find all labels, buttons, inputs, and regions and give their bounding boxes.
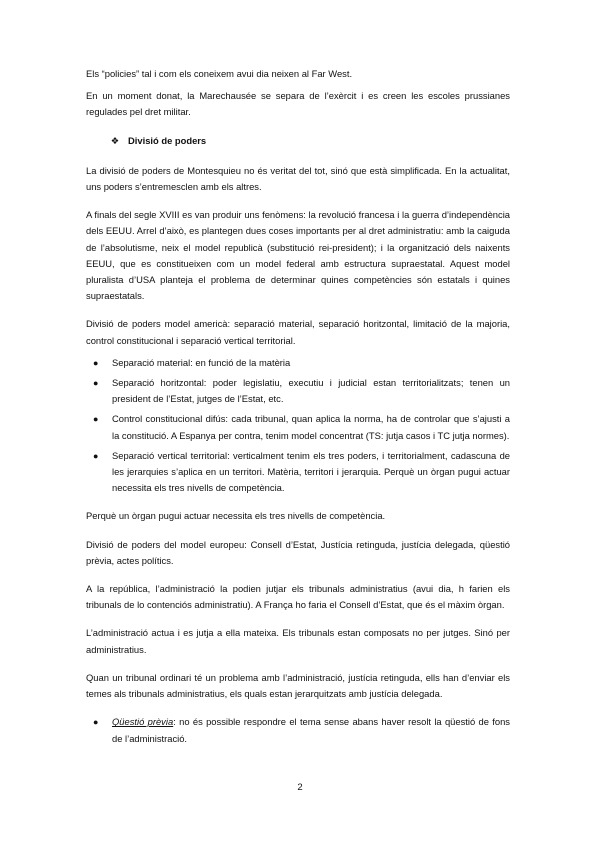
paragraph-ordinary-tribunal: Quan un tribunal ordinari té un problema amb l’administració, justícia retinguda, ells han d’enviar els temes als tribunals administratius, els quals estan jerarquitzats amb justícia delegada.	[86, 671, 510, 700]
paragraph-american-model: Divisió de poders model americà: separació material, separació horitzontal, limitació de la majoria, control constitucional i separació vertical territorial.	[86, 318, 510, 346]
european-model-list	[86, 714, 510, 746]
document-page	[86, 66, 510, 759]
diamond-bullet-icon: ❖	[110, 134, 120, 146]
list-item	[86, 411, 510, 443]
list-item-text: Control constitucional difús: cada tribunal, quan aplica la norma, ha de controlar que s’ajusti a la constitució. A Espanya per contra, tenim model concentrat (TS: jutja casos i TC jutja normes).	[112, 413, 510, 441]
page-number: 2	[297, 782, 303, 793]
paragraph-marechausee: En un moment donat, la Marechausée se separa de l’exèrcit i es creen les escoles prussianes regulades pel dret militar.	[86, 90, 510, 118]
list-item-text: Separació horitzontal: poder legislatiu, executiu i judicial estan territorialitzats; tenen un president de l’Estat, jutges de l’Estat, etc.	[112, 377, 510, 405]
list-item	[86, 714, 510, 746]
list-item	[86, 355, 510, 371]
list-item-text: Separació vertical territorial: verticalment tenim els tres poders, i territorialment, cadascuna de les jerarquies s’aplica en un territori. Matèria, territori i jerarquia. Perquè un òrgan pugui actuar necessita els tres nivells de competència.	[112, 449, 510, 494]
list-item-text: Separació material: en funció de la matèria	[112, 356, 291, 368]
paragraph-xviii-century: A finals del segle XVIII es van produir uns fenòmens: la revolució francesa i la guerra d’independència dels EEUU. Arrel d’això, es plantegen dues coses importants per al dret administratiu: amb la caiguda de l’absolutisme, neix el model republicà (substitució rei-president); i la organització dels naixents EEUU, que es constitueixen com un model federal amb estructura supraestatal. Aquest model pluralista d’USA planteja el problema de determinar quines competències són estatals i quines supraestatals.	[86, 209, 510, 302]
bullet-icon: ●	[93, 717, 99, 728]
list-item-term: Qüestió prèvia	[112, 716, 174, 728]
bullet-icon: ●	[93, 450, 99, 461]
bullet-icon: ●	[93, 414, 99, 425]
section-heading	[108, 133, 510, 149]
paragraph-self-judging: L’administració actua i es jutja a ella mateixa. Els tribunals estan composats no per jutges. Sinó per administratius.	[86, 627, 510, 655]
paragraph-policies: Els “policies” tal i com els coneixem avui dia neixen al Far West.	[86, 68, 353, 79]
paragraph-montesquieu: La divisió de poders de Montesquieu no és veritat del tot, sinó que està simplificada. En la actualitat, uns poders s’entremesclen amb els altres.	[86, 164, 510, 193]
section-heading-text: Divisió de poders	[128, 134, 207, 146]
bullet-icon: ●	[93, 357, 99, 368]
list-item	[86, 375, 510, 407]
paragraph-republic: A la república, l’administració la podien jutjar els tribunals administratius (avui dia, h farien els tribunals de lo contenciós administratiu). A França ho faria el Consell d’Estat, que és el màxim òrgan.	[86, 583, 510, 611]
list-item-text: : no és possible respondre el tema sense abans haver resolt la qüestió de fons de l’administració.	[112, 716, 510, 744]
paragraph-three-levels: Perquè un òrgan pugui actuar necessita els tres nivells de competència.	[86, 510, 386, 522]
paragraph-european-model: Divisió de poders del model europeu: Consell d’Estat, Justícia retinguda, justícia delegada, qüestió prèvia, actes polítics.	[86, 538, 510, 566]
american-model-list	[86, 355, 510, 497]
list-item	[86, 448, 510, 497]
bullet-icon: ●	[93, 378, 99, 389]
